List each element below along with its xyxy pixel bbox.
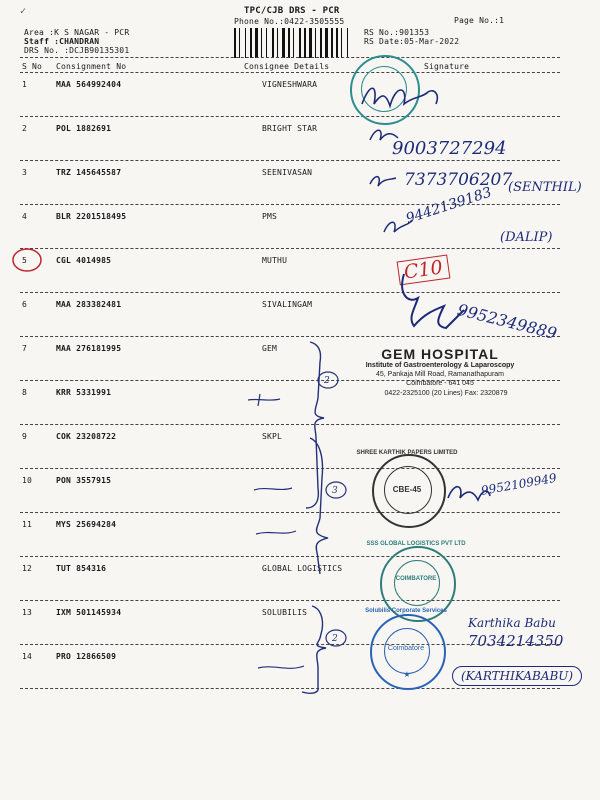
row-divider bbox=[20, 248, 560, 249]
row-consignment: MAA 276181995 bbox=[56, 344, 122, 353]
row-consignment: IXM 501145934 bbox=[56, 608, 122, 617]
svg-text:2: 2 bbox=[332, 634, 338, 644]
col-header-consignment: Consignment No bbox=[56, 62, 127, 71]
row-sno: 14 bbox=[22, 652, 33, 661]
row-sno: 1 bbox=[22, 80, 28, 89]
column-header-rule bbox=[20, 72, 560, 73]
page-number: Page No.:1 bbox=[454, 16, 505, 25]
row-consignment: MYS 25694284 bbox=[56, 520, 117, 529]
row-consignment: MAA 283382481 bbox=[56, 300, 122, 309]
handwritten-sign-row13: Karthika Babu bbox=[468, 616, 556, 630]
row-sno: 2 bbox=[22, 124, 28, 133]
svg-text:3: 3 bbox=[332, 486, 338, 496]
handwritten-name-row3: (SENTHIL) bbox=[508, 180, 582, 195]
row-consignee: PMS bbox=[262, 212, 278, 221]
row-sno: 13 bbox=[22, 608, 33, 617]
signature-row5-6 bbox=[394, 270, 468, 340]
document-title: TPC/CJB DRS - PCR bbox=[244, 6, 340, 16]
col-header-signature: Signature bbox=[424, 62, 470, 71]
handwritten-phone-row4: 9442139183 bbox=[404, 184, 494, 228]
handwritten-phone-row10: 9952109949 bbox=[480, 470, 558, 498]
handwritten-phone-row2: 9003727294 bbox=[392, 138, 507, 159]
row-consignment: PON 3557915 bbox=[56, 476, 112, 485]
row-sno: 6 bbox=[22, 300, 28, 309]
row-divider bbox=[20, 116, 560, 117]
star-icon: ★ bbox=[403, 670, 411, 679]
row-consignment: BLR 2201518495 bbox=[56, 212, 127, 221]
row-divider bbox=[20, 292, 560, 293]
row-consignee: SIVALINGAM bbox=[262, 300, 313, 309]
row-sno: 5 bbox=[22, 256, 28, 265]
row-consignment: TUT 854316 bbox=[56, 564, 107, 573]
global-logistics-stamp-name: SSS GLOBAL LOGISTICS PVT LTD bbox=[366, 541, 466, 547]
handwritten-phone-row3: 7373706207 bbox=[404, 170, 513, 190]
red-handwritten-mark-row5: C10 bbox=[397, 255, 451, 286]
row-consignee: VIGNESHWARA bbox=[262, 80, 318, 89]
handwritten-name-row14: (KARTHIKABABU) bbox=[452, 666, 582, 686]
row-sno: 8 bbox=[22, 388, 28, 397]
row-consignee: GLOBAL LOGISTICS bbox=[262, 564, 343, 573]
gem-hospital-stamp-name: GEM HOSPITAL bbox=[381, 346, 499, 362]
row-consignee: GEM bbox=[262, 344, 278, 353]
row-sno: 10 bbox=[22, 476, 33, 485]
row-consignment: COK 23208722 bbox=[56, 432, 117, 441]
rs-number: RS No.:901353 bbox=[364, 28, 430, 37]
row-consignment: KRR 5331991 bbox=[56, 388, 112, 397]
row-divider bbox=[20, 160, 560, 161]
row-sno: 3 bbox=[22, 168, 28, 177]
red-circle-mark bbox=[10, 246, 44, 274]
gem-hospital-stamp-line1: Institute of Gastroenterology & Laparoscopy bbox=[365, 362, 515, 369]
barcode-image bbox=[232, 27, 356, 61]
signature-row3 bbox=[366, 168, 402, 192]
gem-hospital-stamp-line4: 0422-2325100 (20 Lines) Fax: 2320879 bbox=[384, 390, 508, 397]
area-label: Area :K S NAGAR - PCR bbox=[24, 28, 130, 37]
row-sno: 12 bbox=[22, 564, 33, 573]
karthik-papers-stamp-code: CBE-45 bbox=[392, 485, 422, 494]
solubilis-stamp-name: Solubilis Corporate Services bbox=[365, 608, 447, 614]
handwritten-phone-row6: 9952349889 bbox=[455, 300, 559, 344]
rs-date: RS Date:05-Mar-2022 bbox=[364, 37, 460, 46]
row-consignee: MUTHU bbox=[262, 256, 288, 265]
handwritten-phone-row13: 7034214350 bbox=[468, 632, 564, 650]
global-logistics-stamp-city: COIMBATORE bbox=[395, 576, 437, 582]
gem-hospital-stamp-line3: Coimbatore - 641 045 bbox=[406, 380, 474, 387]
staff-label: Staff :CHANDRAN bbox=[24, 37, 100, 46]
row-consignment: MAA 564992404 bbox=[56, 80, 122, 89]
corner-mark: ✓ bbox=[20, 6, 27, 17]
header-rule bbox=[20, 57, 560, 58]
row-sno: 9 bbox=[22, 432, 28, 441]
gem-hospital-stamp-line2: 45, Pankaja Mill Road, Ramanathapuram bbox=[375, 371, 504, 378]
row-consignee: SEENIVASAN bbox=[262, 168, 313, 177]
svg-text:2: 2 bbox=[324, 376, 330, 386]
row-consignment: CGL 4014985 bbox=[56, 256, 112, 265]
row-divider bbox=[20, 336, 560, 337]
col-header-sno: S No bbox=[22, 62, 43, 71]
handwritten-name-row4: (DALIP) bbox=[500, 230, 553, 245]
row-consignee: SKPL bbox=[262, 432, 283, 441]
row-consignment: POL 1882691 bbox=[56, 124, 112, 133]
row-sno: 4 bbox=[22, 212, 28, 221]
solubilis-stamp-city: Coimbatore bbox=[387, 645, 425, 652]
drs-number: DRS No. :DCJB90135301 bbox=[24, 46, 130, 55]
row-sno: 11 bbox=[22, 520, 33, 529]
row-consignment: TRZ 145645587 bbox=[56, 168, 122, 177]
row-consignee: BRIGHT STAR bbox=[262, 124, 318, 133]
phone-number: Phone No.:0422-3505555 bbox=[234, 17, 345, 26]
row-consignee: SOLUBILIS bbox=[262, 608, 308, 617]
row-consignment: PRO 12866509 bbox=[56, 652, 117, 661]
row-sno: 7 bbox=[22, 344, 28, 353]
signature-row1 bbox=[356, 74, 446, 120]
karthik-papers-stamp-name: SHREE KARTHIK PAPERS LIMITED bbox=[356, 450, 458, 456]
col-header-consignee: Consignee Details bbox=[244, 62, 330, 71]
